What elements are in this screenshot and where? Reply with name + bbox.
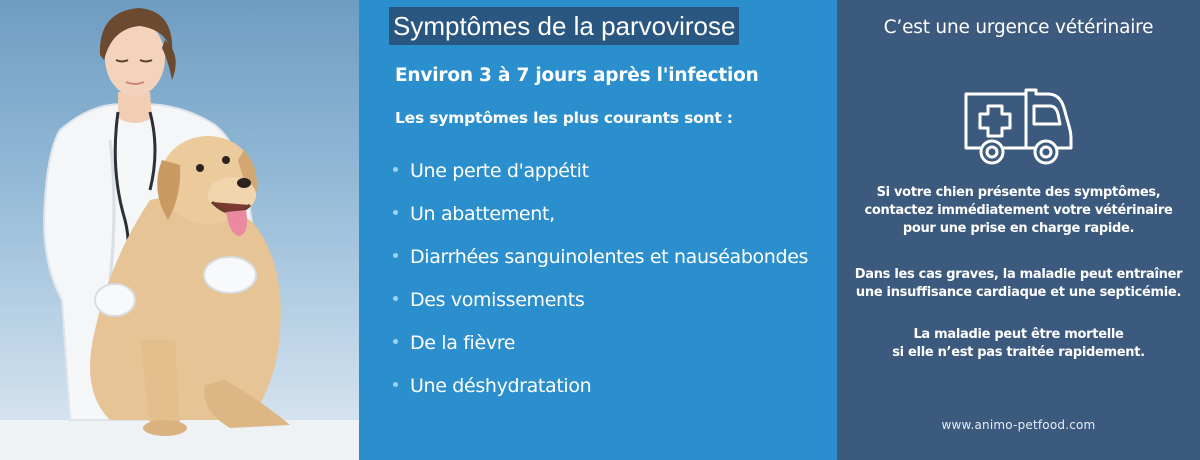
emergency-paragraph-2 (837, 266, 1200, 302)
bullet-icon (393, 382, 398, 387)
symptoms-panel (359, 0, 837, 460)
paragraph-line: Si votre chien présente des symptômes, (876, 185, 1161, 200)
ambulance-icon (962, 86, 1074, 168)
bullet-icon (393, 253, 398, 258)
list-item (393, 150, 808, 193)
list-item (393, 322, 808, 365)
paragraph-line: pour une prise en charge rapide. (902, 221, 1135, 236)
list-item (393, 365, 808, 408)
symptoms-intro: Les symptômes les plus courants sont : (395, 109, 733, 127)
symptom-text: Des vomissements (410, 289, 585, 311)
symptoms-list (393, 150, 808, 408)
symptom-text: Une déshydratation (410, 375, 592, 397)
emergency-paragraph-1 (837, 184, 1200, 238)
symptom-text: Une perte d'appétit (410, 160, 589, 182)
symptom-text: Un abattement, (410, 203, 555, 225)
bullet-icon (393, 167, 398, 172)
paragraph-line: contactez immédiatement votre vétérinaire (864, 203, 1173, 218)
website-link[interactable]: www.animo-petfood.com (941, 418, 1096, 432)
list-item (393, 279, 808, 322)
page-title: Symptômes de la parvovirose (389, 7, 739, 45)
list-item (393, 193, 808, 236)
vet-examining-dog-illustration (0, 0, 359, 460)
paragraph-line: La maladie peut être mortelle (913, 327, 1124, 342)
list-item (393, 236, 808, 279)
paragraph-line: si elle n’est pas traitée rapidement. (892, 345, 1145, 360)
emergency-title: C’est une urgence vétérinaire (883, 17, 1154, 38)
emergency-paragraph-3 (837, 326, 1200, 362)
bullet-icon (393, 339, 398, 344)
emergency-panel (837, 0, 1200, 460)
paragraph-line: Dans les cas graves, la maladie peut entraîner (854, 267, 1183, 282)
bullet-icon (393, 210, 398, 215)
symptom-text: Diarrhées sanguinolentes et nauséabondes (410, 246, 809, 268)
bullet-icon (393, 296, 398, 301)
paragraph-line: une insuffisance cardiaque et une septicémie. (855, 285, 1182, 300)
symptom-text: De la fièvre (410, 332, 516, 354)
onset-subtitle: Environ 3 à 7 jours après l'infection (395, 65, 759, 86)
vet-dog-photo (0, 0, 359, 460)
